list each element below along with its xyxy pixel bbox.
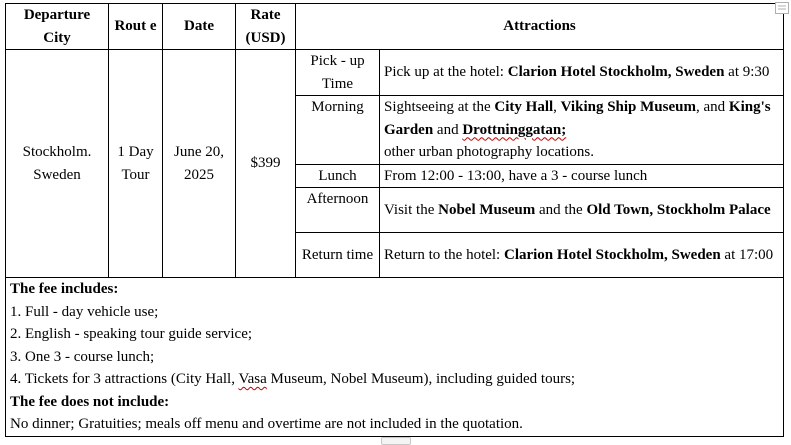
spellcheck-word: Drottninggatan;: [462, 121, 567, 138]
header-departure-city: Departure City: [6, 4, 109, 50]
fee-include-item: 4. Tickets for 3 attractions (City Hall, Vasa Museum, Nobel Museum), including guided tours;: [10, 371, 576, 387]
tour-table: [5, 3, 784, 437]
fee-include-item: 1. Full - day vehicle use;: [10, 303, 159, 320]
table-resize-handle[interactable]: [381, 437, 411, 445]
afternoon-description: Visit the Nobel Museum and the Old Town, Stockholm Palace: [380, 188, 784, 233]
header-rate: Rate (USD): [236, 4, 296, 50]
route-cell: 1 Day Tour: [109, 50, 163, 278]
departure-city-cell: Stockholm. Sweden: [6, 50, 109, 278]
pickup-row: [6, 50, 784, 96]
rate-cell: $399: [236, 50, 296, 278]
return-time-label: Return time: [296, 233, 380, 278]
fee-includes-title: The fee includes:: [10, 281, 119, 297]
pickup-description: Pick up at the hotel: Clarion Hotel Stockholm, Sweden at 9:30: [380, 50, 784, 96]
fee-exclude-item: No dinner; Gratuities; meals off menu and overtime are not included in the quotation.: [10, 416, 523, 432]
return-description: Return to the hotel: Clarion Hotel Stockholm, Sweden at 17:00: [380, 233, 784, 278]
fee-include-item: 3. One 3 - course lunch;: [10, 348, 155, 365]
fee-include-item: 2. English - speaking tour guide service;: [10, 326, 253, 342]
date-cell: June 20, 2025: [163, 50, 236, 278]
header-row: [6, 4, 784, 50]
fees-cell: [6, 278, 784, 437]
fee-excludes-title: The fee does not include:: [10, 393, 170, 410]
header-date: Date: [163, 4, 236, 50]
morning-time-label: Morning: [296, 96, 380, 165]
lunch-description: From 12:00 - 13:00, have a 3 - course lunch: [380, 164, 784, 188]
afternoon-time-label: Afternoon: [296, 188, 380, 233]
header-route: Rout e: [109, 4, 163, 50]
fees-row: [6, 278, 784, 437]
header-attractions: Attractions: [296, 4, 784, 50]
morning-description: Sightseeing at the City Hall, Viking Ship Museum, and King's Garden and Drottninggatan; other urban photography locations.: [380, 96, 784, 165]
spellcheck-word: Vasa: [238, 371, 267, 387]
table-corner-handle-icon[interactable]: [775, 2, 789, 14]
lunch-time-label: Lunch: [296, 164, 380, 188]
pickup-time-label: Pick - up Time: [296, 50, 380, 96]
